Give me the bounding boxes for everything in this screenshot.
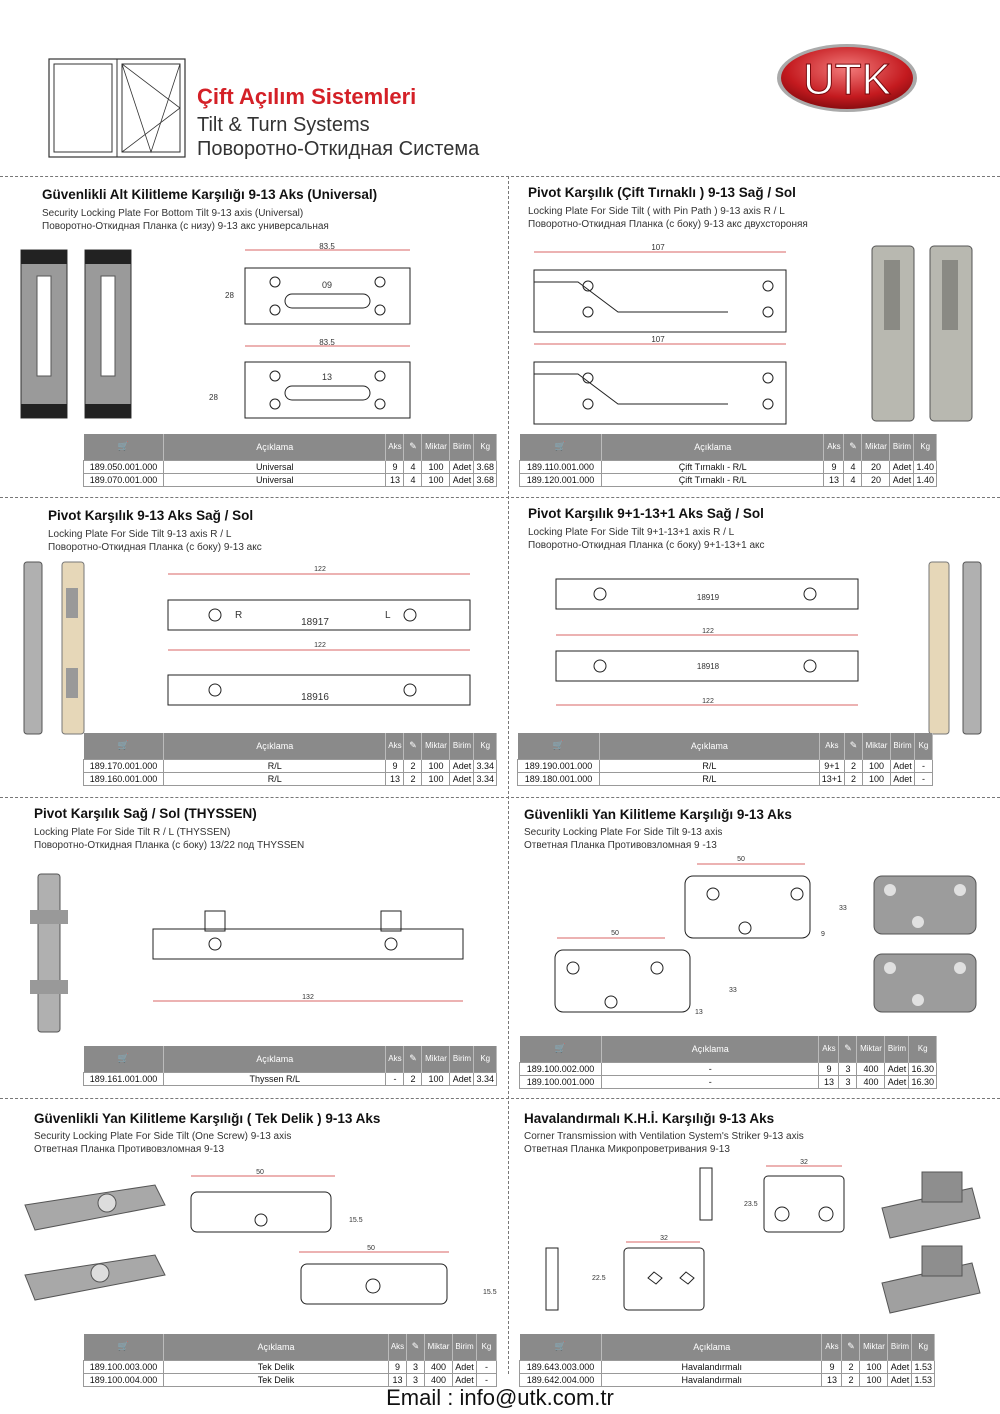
section-6-sub-ru: Ответная Планка Противовзломная 9 -13 — [524, 840, 717, 851]
dim-label: 28 — [209, 393, 218, 402]
section-1-product-photo — [15, 246, 140, 424]
section-8-title: Havalandırmalı K.H.İ. Karşılığı 9-13 Aks — [524, 1111, 775, 1126]
dim-label: 15.5 — [349, 1217, 363, 1224]
section-6-technical-drawing — [545, 852, 845, 1032]
cart-icon: 🛒 — [520, 1334, 602, 1360]
product-table-4: 🛒 Açıklama Aks ✎ Miktar Birim Kg 189.190.001.000 R/L 9+1 2 100 Adet - 189.180.001.000 R/L 13+1 2 100 Adet - — [517, 733, 933, 786]
section-7-sub-en: Security Locking Plate For Side Tilt (One Screw) 9-13 axis — [34, 1131, 292, 1142]
cart-icon: 🛒 — [520, 434, 602, 460]
dim-label: 23.5 — [744, 1201, 758, 1208]
part-mark: 18919 — [696, 593, 720, 602]
part-mark: L — [385, 610, 391, 621]
section-5-title: Pivot Karşılık Sağ / Sol (THYSSEN) — [34, 806, 257, 821]
table-row: 189.190.001.000 R/L 9+1 2 100 Adet - — [518, 759, 933, 772]
section-8-sub-en: Corner Transmission with Ventilation System's Striker 9-13 axis — [524, 1131, 804, 1142]
dim-label: 15.5 — [483, 1289, 497, 1296]
cart-icon: 🛒 — [84, 733, 164, 759]
product-table-7: 🛒 Açıklama Aks ✎ Miktar Birim Kg 189.100.003.000 Tek Delik 9 3 400 Adet - 189.100.004.000 Tek Delik 13 3 400 Adet - — [83, 1334, 497, 1387]
section-6-product-photo — [868, 870, 983, 1030]
product-table-2: 🛒 Açıklama Aks ✎ Miktar Birim Kg 189.110.001.000 Çift Tırnaklı - R/L 9 4 20 Adet 1.40 189.120.001.000 Çift Tırnaklı - R/L 13 4 20 Adet 1.40 — [519, 434, 937, 487]
screw-icon: ✎ — [845, 733, 863, 759]
section-8-product-photo — [872, 1168, 984, 1320]
cart-icon: 🛒 — [518, 733, 600, 759]
table-row: 189.100.003.000 Tek Delik 9 3 400 Adet - — [84, 1360, 497, 1373]
dim-label: 22.5 — [592, 1275, 606, 1282]
table-row: 189.110.001.000 Çift Tırnaklı - R/L 9 4 20 Adet 1.40 — [520, 460, 937, 473]
section-2-title: Pivot Karşılık (Çift Tırnaklı ) 9-13 Sağ / Sol — [528, 185, 796, 200]
section-4-product-photo — [925, 558, 987, 738]
dim-label: 122 — [314, 642, 326, 649]
section-2-technical-drawing — [528, 242, 798, 427]
dim-label: 83.5 — [319, 242, 335, 251]
section-5-product-photo — [28, 870, 73, 1035]
dim-label: 13 — [695, 1009, 703, 1016]
dim-label: 107 — [651, 243, 665, 252]
table-row: 189.100.002.000 - 9 3 400 Adet 16.30 — [520, 1062, 937, 1075]
section-4-sub-en: Locking Plate For Side Tilt 9+1-13+1 axis R / L — [528, 527, 735, 538]
screw-icon: ✎ — [404, 733, 422, 759]
page-title-en: Tilt & Turn Systems — [197, 114, 370, 136]
section-7-sub-ru: Ответная Планка Противовзломная 9-13 — [34, 1144, 225, 1155]
table-row: 189.180.001.000 R/L 13+1 2 100 Adet - — [518, 772, 933, 785]
table-row: 189.100.001.000 - 13 3 400 Adet 16.30 — [520, 1075, 937, 1088]
screw-icon: ✎ — [844, 434, 862, 460]
section-1-sub-en: Security Locking Plate For Bottom Tilt 9-13 axis (Universal) — [42, 208, 304, 219]
part-mark: 18917 — [301, 617, 329, 628]
table-row: 189.642.004.000 Havalandırmalı 13 2 100 Adet 1.53 — [520, 1373, 935, 1386]
page-title-ru: Поворотно-Откидная Система — [197, 138, 480, 160]
section-7-technical-drawing — [185, 1168, 505, 1323]
section-5-sub-en: Locking Plate For Side Tilt R / L (THYSSEN) — [34, 827, 231, 838]
section-7-title: Güvenlikli Yan Kilitleme Karşılığı ( Tek Delik ) 9-13 Aks — [34, 1111, 381, 1126]
part-mark: 09 — [321, 280, 333, 290]
table-row: 189.170.001.000 R/L 9 2 100 Adet 3.34 — [84, 759, 497, 772]
cart-icon: 🛒 — [520, 1036, 602, 1062]
footer-email[interactable]: Email : info@utk.com.tr — [386, 1385, 614, 1410]
section-1-sub-ru: Поворотно-Откидная Планка (с низу) 9-13 акс универсальная — [42, 221, 329, 232]
table-row: 189.161.001.000 Thyssen R/L - 2 100 Adet 3.34 — [84, 1072, 497, 1085]
section-3-sub-en: Locking Plate For Side Tilt 9-13 axis R / L — [48, 529, 232, 540]
dim-label: 50 — [367, 1245, 375, 1252]
dim-label: 122 — [314, 566, 326, 573]
part-mark: 13 — [321, 372, 333, 382]
cart-icon: 🛒 — [84, 1334, 164, 1360]
dim-label: 107 — [651, 335, 665, 344]
screw-icon: ✎ — [404, 434, 422, 460]
section-2-product-photo — [862, 240, 982, 425]
dim-label: 32 — [660, 1235, 668, 1242]
dim-label: 83.5 — [319, 338, 335, 347]
section-3-title: Pivot Karşılık 9-13 Aks Sağ / Sol — [48, 508, 254, 523]
utk-logo — [775, 42, 920, 114]
dim-label: 33 — [839, 905, 847, 912]
section-6-title: Güvenlikli Yan Kilitleme Karşılığı 9-13 Aks — [524, 807, 792, 822]
dim-label: 132 — [302, 994, 314, 1001]
section-2-sub-ru: Поворотно-Откидная Планка (с боку) 9-13 акс двухстороняя — [528, 219, 808, 230]
section-1-technical-drawing — [205, 240, 430, 430]
dim-label: 33 — [729, 987, 737, 994]
section-3-product-photo — [18, 558, 88, 738]
screw-icon: ✎ — [404, 1046, 422, 1072]
part-mark: R — [235, 610, 243, 621]
dim-label: 50 — [256, 1169, 264, 1176]
section-6-sub-en: Security Locking Plate For Side Tilt 9-13 axis — [524, 827, 723, 838]
dim-label: 9 — [821, 931, 825, 938]
table-row: 189.050.001.000 Universal 9 4 100 Adet 3.68 — [84, 460, 497, 473]
product-table-8: 🛒 Açıklama Aks ✎ Miktar Birim Kg 189.643.003.000 Havalandırmalı 9 2 100 Adet 1.53 189.642.004.000 Havalandırmalı 13 2 100 Adet 1.53 — [519, 1334, 935, 1387]
dim-label: 122 — [702, 698, 714, 705]
dim-label: 28 — [225, 291, 234, 300]
section-1-title: Güvenlikli Alt Kilitleme Karşılığı 9-13 Aks (Universal) — [42, 187, 378, 202]
part-mark: 18916 — [301, 692, 329, 703]
cart-icon: 🛒 — [84, 1046, 164, 1072]
table-row: 189.643.003.000 Havalandırmalı 9 2 100 Adet 1.53 — [520, 1360, 935, 1373]
product-table-3: 🛒 Açıklama Aks ✎ Miktar Birim Kg 189.170.001.000 R/L 9 2 100 Adet 3.34 189.160.001.000 R/L 13 2 100 Adet 3.34 — [83, 733, 497, 786]
section-5-technical-drawing — [145, 905, 475, 1015]
section-2-sub-en: Locking Plate For Side Tilt ( with Pin Path ) 9-13 axis R / L — [528, 206, 785, 217]
screw-icon: ✎ — [407, 1334, 425, 1360]
section-7-product-photo — [15, 1175, 175, 1310]
section-4-sub-ru: Поворотно-Откидная Планка (с боку) 9+1-13+1 акс — [528, 540, 765, 551]
dim-label: 122 — [702, 628, 714, 635]
dim-label: 50 — [611, 930, 619, 937]
cart-icon: 🛒 — [84, 434, 164, 460]
table-row: 189.070.001.000 Universal 13 4 100 Adet 3.68 — [84, 473, 497, 486]
table-row: 189.120.001.000 Çift Tırnaklı - R/L 13 4 20 Adet 1.40 — [520, 473, 937, 486]
dim-label: 50 — [737, 856, 745, 863]
dim-label: 32 — [800, 1159, 808, 1166]
screw-icon: ✎ — [842, 1334, 860, 1360]
svg-text:UTK: UTK — [803, 55, 891, 104]
page-title: Çift Açılım Sistemleri — [197, 84, 417, 109]
table-row: 189.160.001.000 R/L 13 2 100 Adet 3.34 — [84, 772, 497, 785]
screw-icon: ✎ — [839, 1036, 857, 1062]
product-table-6: 🛒 Açıklama Aks ✎ Miktar Birim Kg 189.100.002.000 - 9 3 400 Adet 16.30 189.100.001.000 - 13 3 400 Adet 16.30 — [519, 1036, 937, 1089]
section-5-sub-ru: Поворотно-Откидная Планка (с боку) 13/22 под THYSSEN — [34, 840, 305, 851]
section-3-technical-drawing — [160, 560, 480, 710]
section-8-technical-drawing — [540, 1160, 850, 1320]
part-mark: 18918 — [696, 662, 720, 671]
section-8-sub-ru: Ответная Планка Микропроветривания 9-13 — [524, 1144, 730, 1155]
window-diagram — [48, 58, 186, 158]
section-3-sub-ru: Поворотно-Откидная Планка (с боку) 9-13 акс — [48, 542, 262, 553]
product-table-1: 🛒 Açıklama Aks ✎ Miktar Birim Kg 189.050.001.000 Universal 9 4 100 Adet 3.68 189.070.001.000 Universal 13 4 100 Adet 3.68 — [83, 434, 497, 487]
section-4-technical-drawing — [550, 565, 870, 715]
table-row: 189.100.004.000 Tek Delik 13 3 400 Adet - — [84, 1373, 497, 1386]
section-4-title: Pivot Karşılık 9+1-13+1 Aks Sağ / Sol — [528, 506, 764, 521]
product-table-5: 🛒 Açıklama Aks ✎ Miktar Birim Kg 189.161.001.000 Thyssen R/L - 2 100 Adet 3.34 — [83, 1046, 497, 1086]
